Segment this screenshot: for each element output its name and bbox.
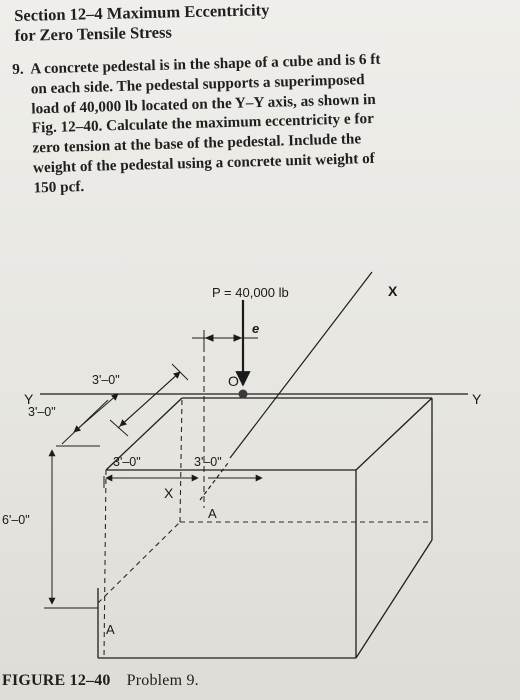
- y-axis-right-label: Y: [472, 391, 482, 407]
- origin-label: O: [228, 373, 239, 389]
- load-label: P = 40,000 lb: [212, 285, 289, 300]
- section-title-line1: Section 12–4 Maximum Eccentricity: [14, 0, 270, 25]
- load-point: [239, 390, 248, 399]
- problem-line-2: on each side. The pedestal supports a superimposed: [30, 70, 365, 98]
- x-axis: [200, 272, 372, 500]
- y-axis-left-label: Y: [24, 391, 34, 407]
- eccentricity-dimension: [192, 330, 258, 346]
- problem-line-6: weight of the pedestal using a concrete unit weight of: [32, 149, 375, 177]
- section-a-mid-label: A: [208, 506, 217, 521]
- dim-x-horizontal: [104, 476, 262, 488]
- dim-left-diagonal: [62, 394, 118, 444]
- problem-line-1: 9. A concrete pedestal is in the shape of a cube and is 6 ft: [12, 50, 381, 78]
- dim-x1-label: 3'–0": [113, 455, 141, 469]
- load-arrow: [239, 300, 248, 399]
- dim-x2-label: 3'–0": [194, 455, 222, 469]
- x-axis-mid-label: X: [164, 485, 174, 501]
- dim-top-diagonal: [110, 364, 188, 436]
- dim-height-label: 6'–0": [2, 513, 30, 527]
- figure-problem-ref: Problem 9.: [126, 672, 199, 689]
- figure-caption: [2, 672, 199, 690]
- problem-statement: [12, 46, 508, 198]
- section-title-line2: for Zero Tensile Stress: [14, 22, 173, 45]
- dim-left-label: 3'–0": [28, 405, 56, 419]
- cube-outline: [98, 398, 432, 658]
- cube-hidden-edges: [98, 398, 432, 658]
- problem-line-3: load of 40,000 lb located on the Y–Y axis, as shown in: [31, 90, 376, 118]
- section-heading: [14, 0, 395, 46]
- dim-height: [44, 446, 100, 608]
- problem-number: 9.: [12, 60, 24, 78]
- problem-line-5: zero tension at the base of the pedestal. Include the: [32, 130, 362, 157]
- problem-line-4: Fig. 12–40. Calculate the maximum eccentricity e for: [31, 110, 375, 137]
- problem-line-7: 150 pcf.: [33, 177, 85, 197]
- dim-top-label: 3'–0": [92, 373, 120, 387]
- figure-number: FIGURE 12–40: [2, 672, 111, 689]
- pedestal-figure: [0, 250, 520, 670]
- e-label: e: [252, 321, 260, 336]
- section-a-bottom-label: A: [106, 622, 115, 637]
- x-axis-top-label: X: [388, 283, 398, 299]
